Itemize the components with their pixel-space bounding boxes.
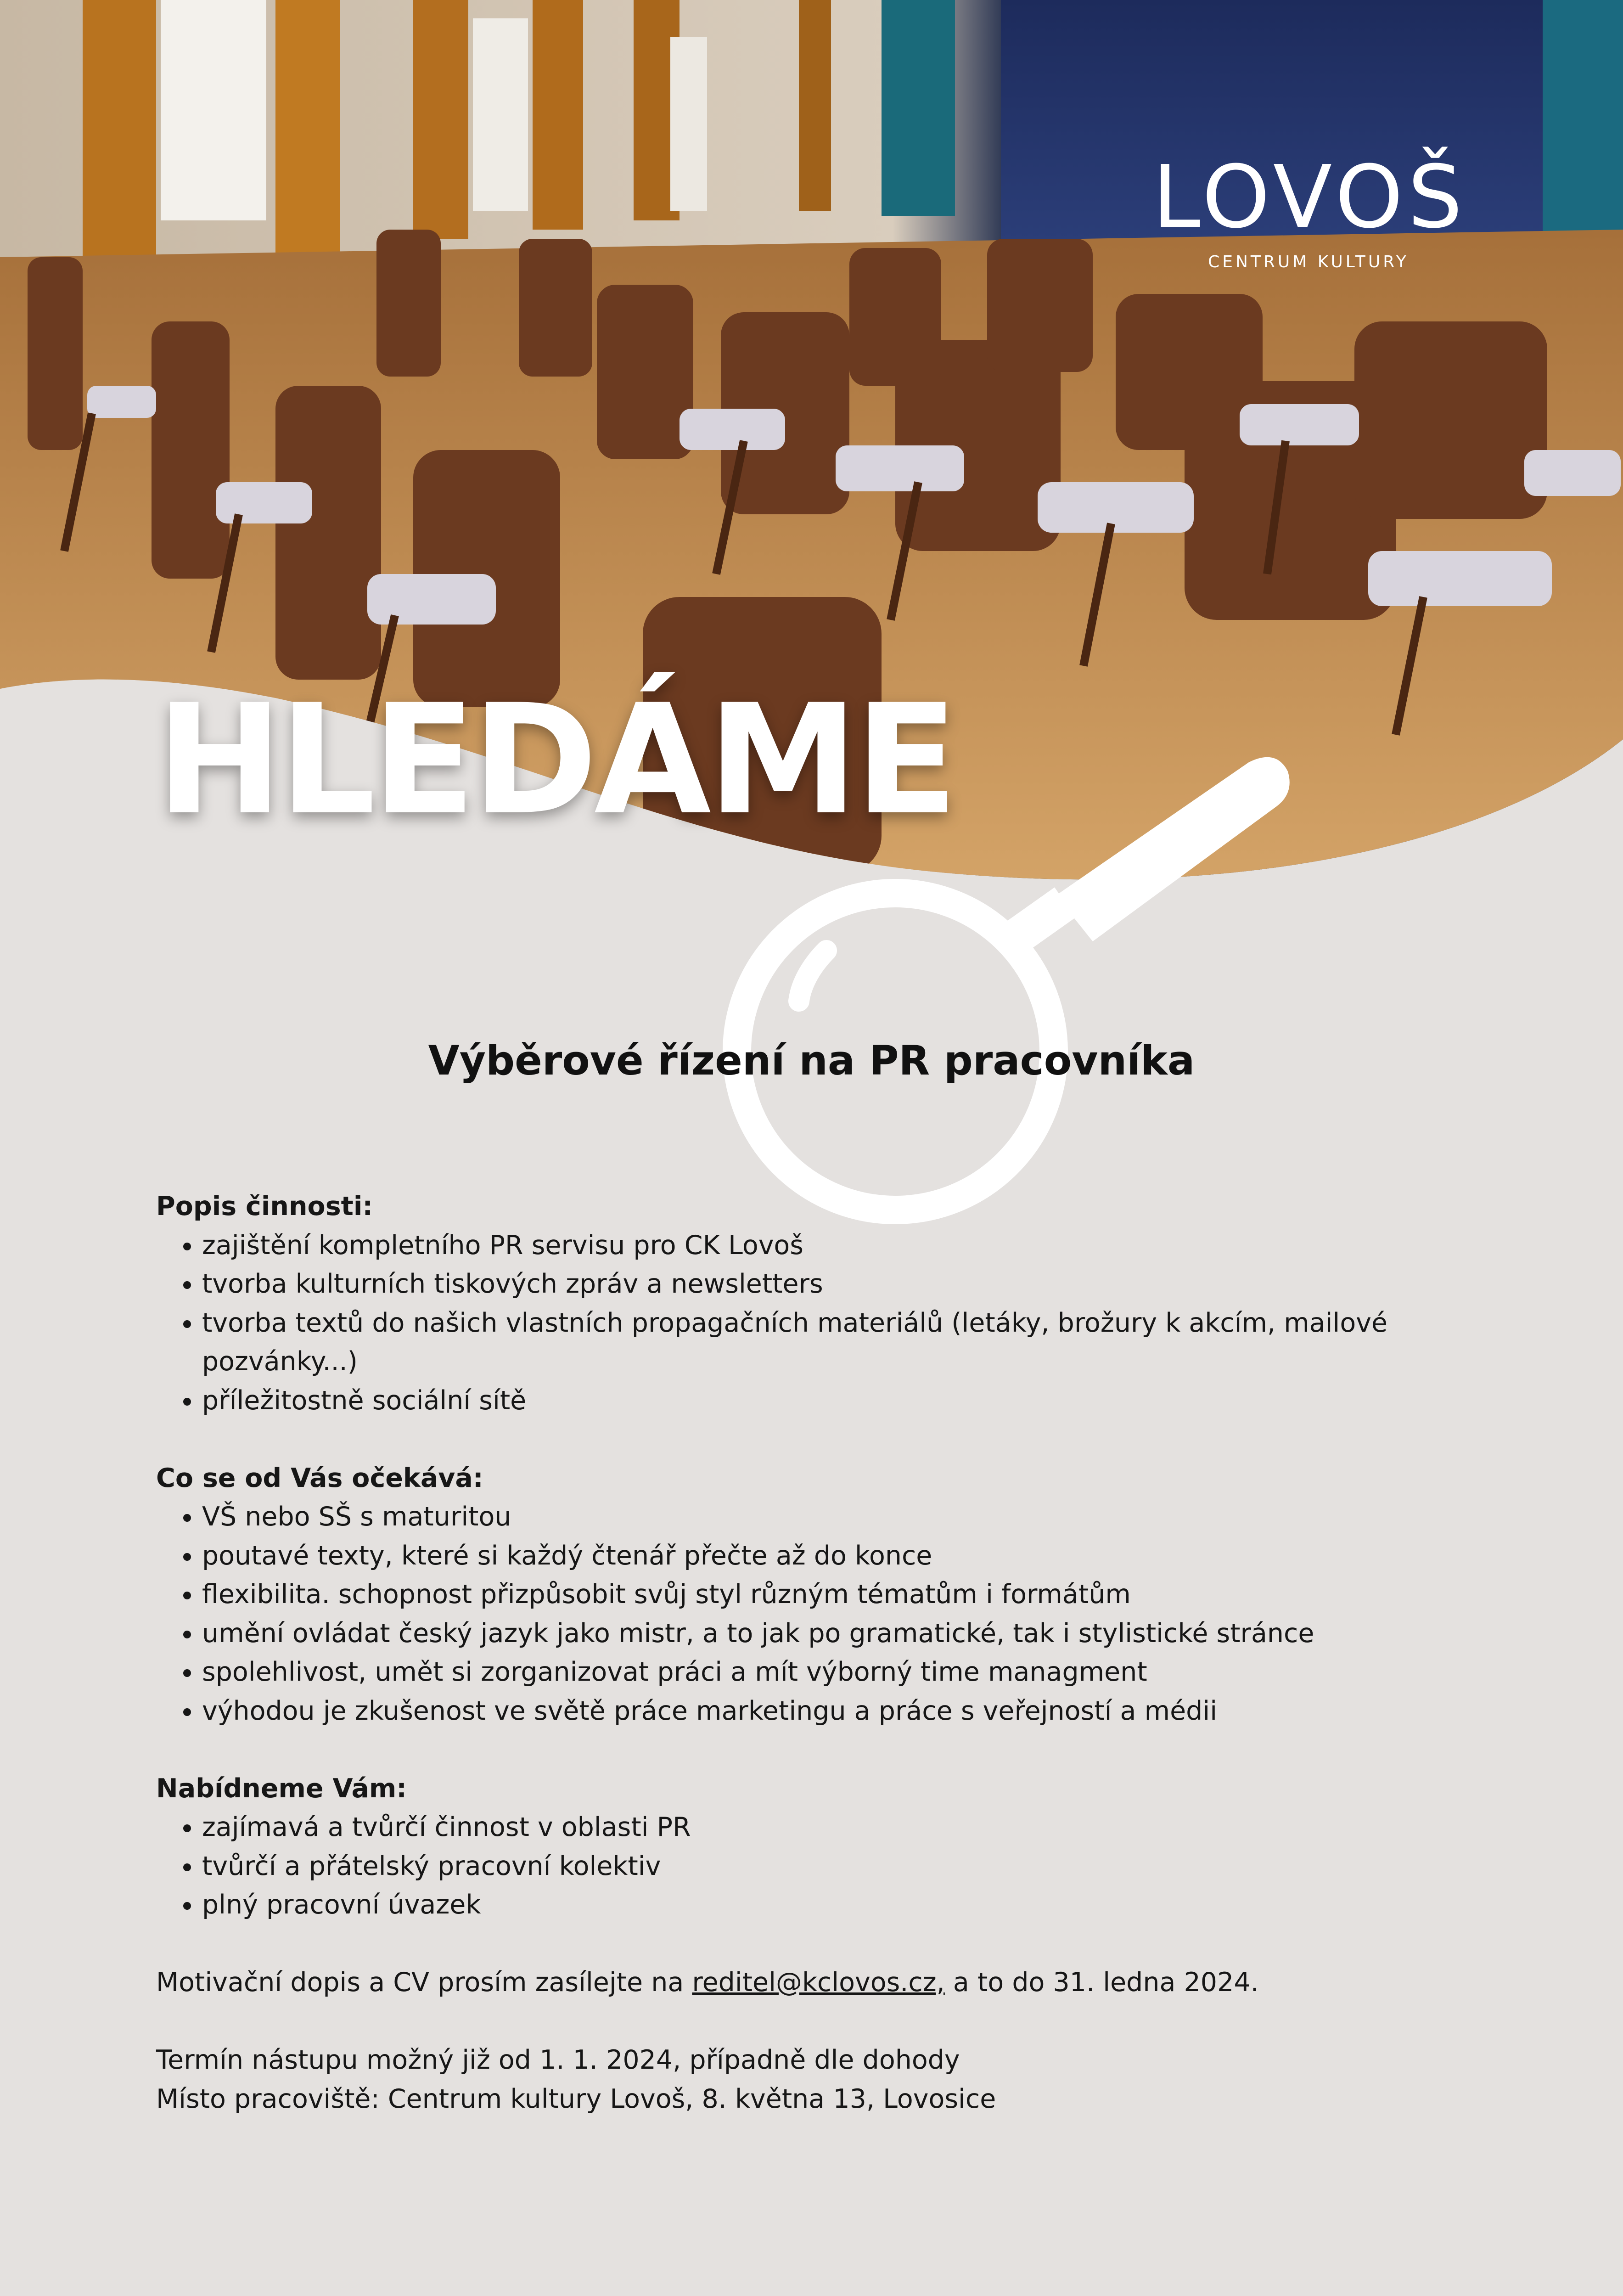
list-item: • tvůrčí a přátelský pracovní kolektiv [202, 1847, 1533, 1886]
list-item: • plný pracovní úvazek [202, 1885, 1533, 1925]
offer-list [156, 1808, 1533, 1925]
section-heading: Popis činnosti: [156, 1191, 373, 1221]
activities-list [156, 1226, 1533, 1420]
contact-text-before: Motivační dopis a CV prosím zasílejte na [156, 1967, 692, 1998]
logo-wordmark: LOVOŠ [1152, 147, 1467, 248]
contact-line [156, 1963, 1533, 2002]
workplace-line: Místo pracoviště: Centrum kultury Lovoš, 8. května 13, Lovosice [156, 2083, 996, 2114]
list-item: • příležitostně sociální sítě [202, 1381, 1533, 1420]
expectations-list [156, 1497, 1533, 1730]
section-expectations [156, 1459, 1533, 1731]
list-item: • tvorba textů do našich vlastních propagačních materiálů (letáky, brožury k akcím, mailové pozvánky...) [202, 1304, 1533, 1381]
list-item: • umění ovládat český jazyk jako mistr, a to jak po gramatické, tak i stylistické stránce [202, 1614, 1533, 1653]
magnifier-icon [707, 744, 1304, 1251]
list-item: • poutavé texty, které si každý čtenář přečte až do konce [202, 1536, 1533, 1576]
page-title: Výběrové řízení na PR pracovníka [428, 1037, 1195, 1084]
headline: HLEDÁME [156, 672, 955, 848]
job-description [156, 1187, 1533, 2118]
logo-subtitle: CENTRUM KULTURY [1208, 253, 1409, 271]
list-item: • zajištění kompletního PR servisu pro CK Lovoš [202, 1226, 1533, 1265]
list-item: • VŠ nebo SŠ s maturitou [202, 1497, 1533, 1536]
lovos-logo [1152, 147, 1467, 271]
list-item: • spolehlivost, umět si zorganizovat práci a mít výborný time managment [202, 1653, 1533, 1692]
email-link[interactable]: reditel@kclovos.cz, [692, 1967, 945, 1998]
contact-text-after: a to do 31. ledna 2024. [944, 1967, 1259, 1998]
section-activities [156, 1187, 1533, 1420]
list-item: • zajímavá a tvůrčí činnost v oblasti PR [202, 1808, 1533, 1847]
start-date-line: Termín nástupu možný již od 1. 1. 2024, případně dle dohody [156, 2045, 960, 2075]
list-item: • flexibilita. schopnost přizpůsobit svůj styl různým tématům i formátům [202, 1575, 1533, 1614]
list-item: • výhodou je zkušenost ve světě práce marketingu a práce s veřejností a médii [202, 1692, 1533, 1731]
section-offer [156, 1769, 1533, 1925]
section-heading: Nabídneme Vám: [156, 1773, 407, 1804]
section-heading: Co se od Vás očekává: [156, 1463, 483, 1493]
list-item: • tvorba kulturních tiskových zpráv a newsletters [202, 1265, 1533, 1304]
